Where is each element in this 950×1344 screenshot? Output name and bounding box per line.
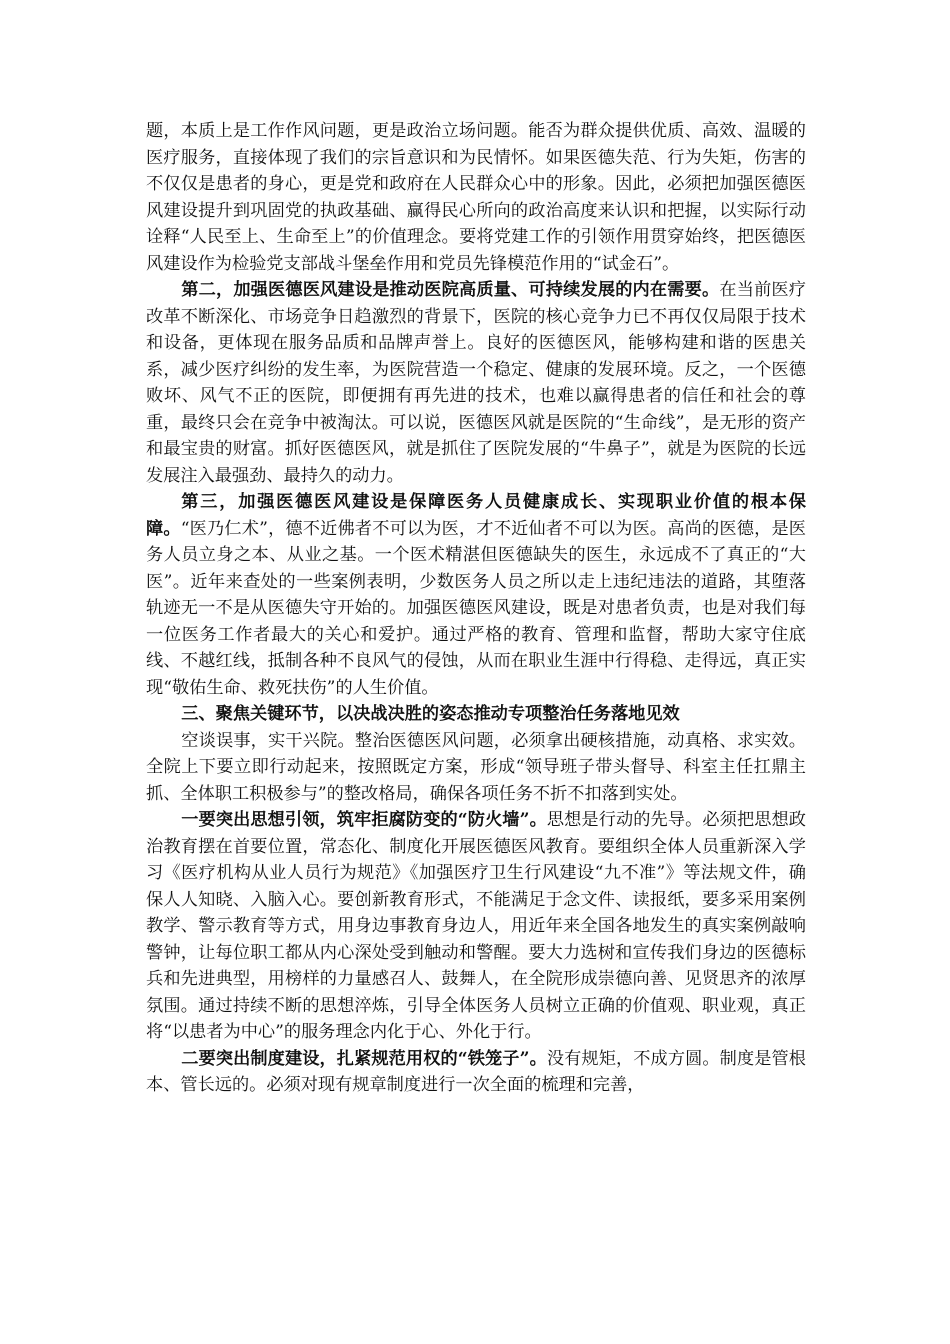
paragraph-text: 空谈误事，实干兴院。整治医德医风问题，必须拿出硬核措施，动真格、求实效。全院上下要立即行动起来，按照既定方案，形成“领导班子带头督导、科室主任扛鼎主抓、全体职工积极参与”的整改格局，确保各项任务不折不扣落到实处。 — [146, 730, 806, 804]
paragraph-continuation — [146, 118, 806, 277]
paragraph-text: “医乃仁术”，德不近佛者不可以为医，才不近仙者不可以为医。高尚的医德，是医务人员立身之本、从业之基。一个医术精湛但医德缺失的医生，永远成不了真正的“大医”。近年来查处的一些案例表明，少数医务人员之所以走上违纪违法的道路，其堕落轨迹无一不是从医德失守开始的。加强医德医风建设，既是对患者负责，也是对我们每一位医务工作者最大的关心和爱护。通过严格的教育、管理和监督，帮助大家守住底线、不越红线，抵制各种不良风气的侵蚀，从而在职业生涯中行得稳、走得远，真正实现“敬佑生命、救死扶伤”的人生价值。 — [146, 518, 806, 698]
document-body — [146, 118, 806, 1099]
paragraph-second-point — [146, 277, 806, 489]
paragraph-text: 在当前医疗改革不断深化、市场竞争日趋激烈的背景下，医院的核心竞争力已不再仅仅局限于技术和设备，更体现在服务品质和品牌声誉上。良好的医德医风，能够构建和谐的医患关系，减少医疗纠纷的发生率，为医院营造一个稳定、健康的发展环境。反之，一个医德败坏、风气不正的医院，即便拥有再先进的技术，也难以赢得患者的信任和社会的尊重，最终只会在竞争中被淘汰。可以说，医德医风就是医院的“生命线”，是无形的资产和最宝贵的财富。抓好医德医风，就是抓住了医院发展的“牛鼻子”，就是为医院的长远发展注入最强劲、最持久的动力。 — [146, 280, 806, 486]
paragraph-lead-sentence: 二要突出制度建设，扎紧规范用权的“铁笼子”。 — [181, 1048, 547, 1069]
paragraph-lead-sentence: 第三，加强医德医风建设是保障医务人员健康成长、实现职业价值的根本保障。 — [146, 492, 806, 539]
paragraph-third-point — [146, 489, 806, 701]
paragraph-second-measure — [146, 1046, 806, 1099]
paragraph-lead-sentence: 第二，加强医德医风建设是推动医院高质量、可持续发展的内在需要。 — [181, 280, 720, 300]
section-heading: 三、聚焦关键环节，以决战决胜的姿态推动专项整治任务落地见效 — [181, 704, 680, 724]
paragraph-intro — [146, 728, 806, 808]
paragraph-lead-sentence: 一要突出思想引领，筑牢拒腐防变的“防火墙”。 — [181, 810, 547, 830]
paragraph-text: 思想是行动的先导。必须把思想政治教育摆在首要位置，常态化、制度化开展医德医风教育。要组织全体人员重新深入学习《医疗机构从业人员行为规范》《加强医疗卫生行风建设“九不准”》等法规文件，确保人人知晓、入脑入心。要创新教育形式，不能满足于念文件、读报纸，要多采用案例教学、警示教育等方式，用身边事教育身边人，用近年来全国各地发生的真实案例敲响警钟，让每位职工都从内心深处受到触动和警醒。要大力选树和宣传我们身边的医德标兵和先进典型，用榜样的力量感召人、鼓舞人，在全院形成崇德向善、见贤思齐的浓厚氛围。通过持续不断的思想淬炼，引导全体医务人员树立正确的价值观、职业观，真正将“以患者为中心”的服务理念内化于心、外化于行。 — [146, 810, 806, 1042]
paragraph-text: 题，本质上是工作作风问题，更是政治立场问题。能否为群众提供优质、高效、温暖的医疗服务，直接体现了我们的宗旨意识和为民情怀。如果医德失范、行为失矩，伤害的不仅仅是患者的身心，更是党和政府在人民群众心中的形象。因此，必须把加强医德医风建设提升到巩固党的执政基础、赢得民心所向的政治高度来认识和把握，以实际行动诠释“人民至上、生命至上”的价值理念。要将党建工作的引领作用贯穿始终，把医德医风建设作为检验党支部战斗堡垒作用和党员先锋模范作用的“试金石”。 — [146, 121, 806, 274]
paragraph-first-measure — [146, 807, 806, 1046]
paragraph-text: 没有规矩，不成方圆。制度是管根本、管长远的。必须对现有规章制度进行一次全面的梳理和完善， — [146, 1048, 806, 1095]
